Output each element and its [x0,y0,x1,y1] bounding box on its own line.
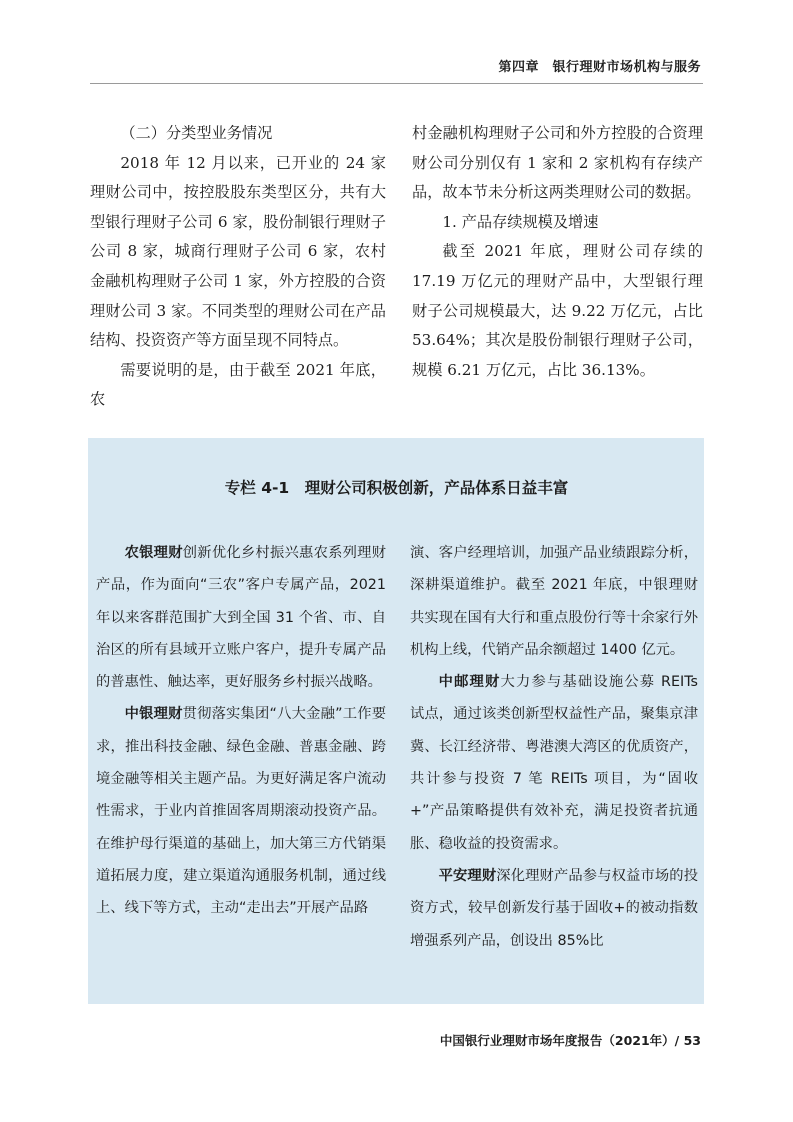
box-text: 创新优化乡村振兴惠农系列理财产品，作为面向“三农”客户专属产品，2021 年以来客群范围扩大到全国 31 个省、市、自治区的所有县域开立账户客户，提升专属产品的普惠性、触达率，更好服务乡村振兴战略。 [96,545,387,691]
left-column [90,119,386,415]
box-left-column [96,537,386,925]
paragraph-continued: 村金融机构理财子公司和外方控股的合资理财公司分别仅有 1 家和 2 家机构有存续产品，故本节未分析这两类理财公司的数据。 [412,124,703,202]
box-right-column [410,537,698,957]
institution-name: 中邮理财 [438,674,501,691]
box-paragraph-continued: 演、客户经理培训，加强产品业绩跟踪分析，深耕渠道维护。截至 2021 年底，中银理财共实现在国有大行和重点股份行等十余家行外机构上线，代销产品余额超过 1400 亿元。 [410,545,698,658]
box-text: 贯彻落实集团“八大金融”工作要求，推出科技金融、绿色金融、普惠金融、跨境金融等相关主题产品。为更好满足客户流动性需求，于业内首推固客周期滚动投资产品。在维护母行渠道的基础上，加大第三方代销渠道拓展力度，建立渠道沟通服务机制，通过线上、线下等方式，主动“走出去”开展产品路 [96,706,387,917]
institution-name: 平安理财 [438,867,497,884]
page-footer: 中国银行业理财市场年度报告（2021年）/ 53 [439,1033,701,1048]
box-paragraph [410,860,698,957]
subsection-heading: 1. 产品存续规模及增速 [442,212,599,231]
chapter-header: 第四章 银行理财市场机构与服务 [498,60,701,75]
institution-name: 中银理财 [124,706,183,723]
section-heading: （二）分类型业务情况 [120,124,273,142]
institution-name: 农银理财 [124,545,183,561]
paragraph: 截至 2021 年底，理财公司存续的 17.19 万亿元的理财产品中，大型银行理财子公司规模最大，达 9.22 万亿元，占比 53.64%；其次是股份制银行理财子公司，规模 6.21 万亿元，占比 36.13%。 [412,242,703,379]
box-paragraph [96,537,386,698]
box-paragraph [410,666,698,860]
box-text: 大力参与基础设施公募 REITs 试点，通过该类创新型权益性产品，聚集京津冀、长江经济带、粤港澳大湾区的优质资产，共计参与投资 7 笔 REITs 项目，为“固收+”产品策略提供有效补充，满足投资者抗通胀、稳收益的投资需求。 [410,674,699,852]
paragraph: 2018 年 12 月以来，已开业的 24 家理财公司中，按控股股东类型区分，共有大型银行理财子公司 6 家，股份制银行理财子公司 8 家，城商行理财子公司 6 家，农村金融机构理财子公司 1 家，外方控股的合资理财公司 3 家。不同类型的理财公司在产品结构、投资资产等方面呈现不同特点。 [90,153,386,350]
right-column [412,119,703,385]
paragraph: 需要说明的是，由于截至 2021 年底，农 [90,360,386,409]
header-divider [90,83,703,84]
box-text: 深化理财产品参与权益市场的投资方式，较早创新发行基于固收+的被动指数增强系列产品，创设出 85%比 [410,867,699,949]
box-title: 专栏 4-1 理财公司积极创新，产品体系日益丰富 [224,479,569,497]
box-paragraph [96,698,386,924]
